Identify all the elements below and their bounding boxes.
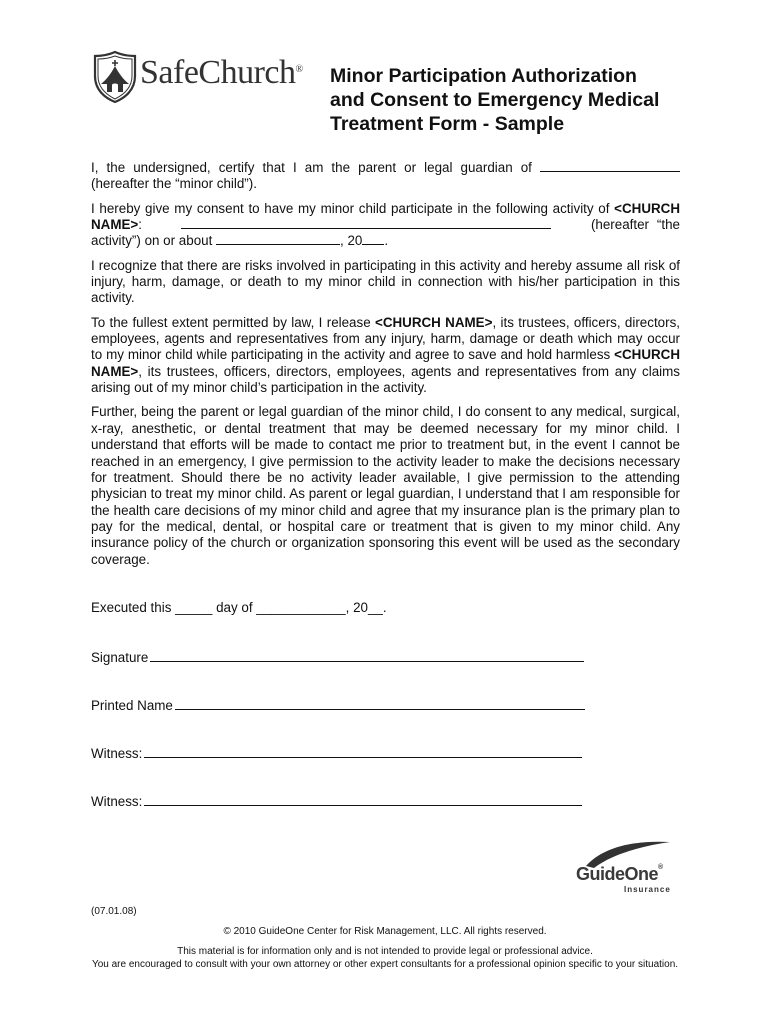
witness-field[interactable] [144,793,582,806]
minor-child-name-field[interactable] [540,160,680,172]
form-version: (07.01.08) [91,906,137,917]
title-line: Minor Participation Authorization [330,65,637,87]
paragraph-risk: I recognize that there are risks involved in participating in this activity and hereby assume all risk of injury, harm, damage, or death to my minor child in connection with his/her participation in this activity. [91,257,680,306]
activity-year-field[interactable] [362,233,384,245]
safechurch-logo [92,50,322,106]
disclaimer-line: This material is for information only and is not intended to provide legal or professional advice. [177,946,593,957]
paragraph-guardian: I, the undersigned, certify that I am the parent or legal guardian of (hereafter the “minor child”). [91,160,680,193]
shield-church-icon [92,50,138,104]
executed-line[interactable]: Executed this _____ day of ____________, 20__. [91,600,387,615]
guideone-logo [572,838,676,898]
witness-row [91,793,582,809]
paragraph-consent: I hereby give my consent to have my minor child participate in the following activity of <CHURCH NAME>: (hereafter “the activity”) on or about , 20 . [91,200,680,249]
copyright-text: © 2010 GuideOne Center for Risk Management, LLC. All rights reserved. [223,926,547,937]
witness-field[interactable] [144,745,582,758]
form-body [91,160,680,576]
printed-name-field[interactable] [175,697,585,710]
page-title [330,64,690,136]
witness-label: Witness: [91,746,143,761]
witness-row [91,745,582,761]
printed-name-row [91,697,585,713]
signature-label: Signature [91,650,149,665]
witness-label: Witness: [91,794,143,809]
signature-field[interactable] [150,649,584,662]
signature-row [91,649,584,665]
paragraph-release: To the fullest extent permitted by law, I release <CHURCH NAME>, its trustees, officers, directors, employees, agents and representatives from any injury, harm, damage or death which may occur to my minor child while participating in the activity and agree to save and hold harmless <CHURCH NAME>, its trustees, officers, directors, employees, agents and representatives from any claims arising out of my minor child’s participation in the activity. [91,314,680,396]
title-line: and Consent to Emergency Medical [330,89,660,111]
printed-name-label: Printed Name [91,698,173,713]
disclaimer-line: You are encouraged to consult with your own attorney or other expert consultants for a professional opinion specific to your situation. [91,959,679,970]
title-line: Treatment Form - Sample [330,113,565,135]
guideone-subtitle: Insurance [624,885,671,894]
paragraph-medical: Further, being the parent or legal guardian of the minor child, I do consent to any medical, surgical, x-ray, anesthetic, or dental treatment that may be deemed necessary for my minor child. I understand that efforts will be made to contact me prior to treatment but, in the event I cannot be reached in an emergency, I give permission to the activity leader to make the decisions necessary for treatment. Should there be no activity leader available, I give permission to the attending physician to treat my minor child. As parent or legal guardian, I understand that I am responsible for the health care decisions of my minor child and agree that my insurance plan is the primary plan to pay for the medical, dental, or hospital care or treatment that is given to my minor child. Any insurance policy of the church or organization sponsoring this event will be used as the secondary coverage. [91,404,680,567]
activity-date-field[interactable] [216,233,340,245]
logo-wordmark: SafeChurch® [140,54,303,91]
activity-name-field[interactable] [181,217,551,229]
guideone-wordmark: GuideOne® [576,864,663,884]
